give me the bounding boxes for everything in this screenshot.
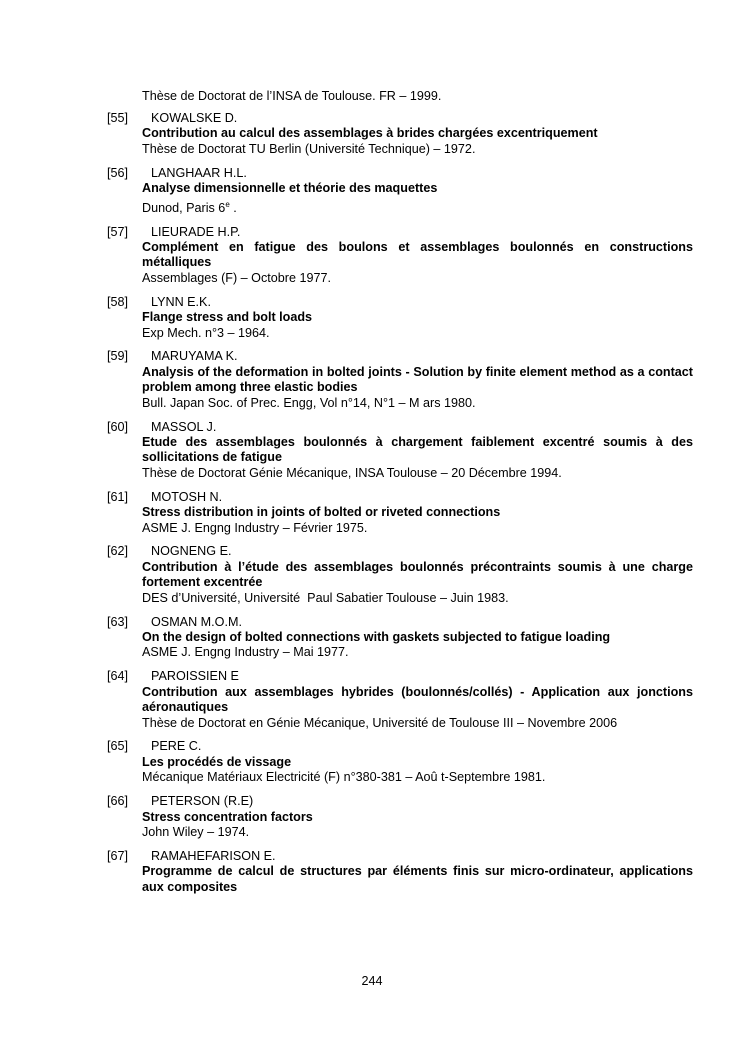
reference-number: [67] <box>107 848 129 863</box>
reference-entry <box>107 111 693 157</box>
reference-number: [59] <box>107 349 129 364</box>
reference-number: [55] <box>107 111 129 125</box>
reference-title: Flange stress and bolt loads <box>142 310 313 325</box>
reference-title: Analyse dimensionnelle et théorie des maquettes <box>142 181 438 196</box>
publication-tail: . <box>229 200 237 215</box>
reference-entry <box>107 225 693 287</box>
reference-publication: DES d’Université, Université Paul Sabatier Toulouse – Juin 1983. <box>142 590 509 605</box>
reference-author: OSMAN M.O.M. <box>151 614 242 629</box>
reference-publication: ASME J. Engng Industry – Février 1975. <box>142 520 368 535</box>
reference-entry <box>107 615 693 661</box>
reference-number: [61] <box>107 489 129 504</box>
reference-author: LANGHAAR H.L. <box>151 165 247 180</box>
reference-author: PETERSON (R.E) <box>151 794 254 809</box>
reference-publication: ASME J. Engng Industry – Mai 1977. <box>142 645 349 660</box>
reference-author: PAROISSIEN E <box>151 669 239 684</box>
reference-publication <box>142 197 693 217</box>
reference-author: MOTOSH N. <box>151 489 223 504</box>
reference-author: RAMAHEFARISON E. <box>151 848 276 863</box>
reference-entry <box>107 794 693 840</box>
reference-title: On the design of bolted connections with gaskets subjected to fatigue loading <box>142 629 611 644</box>
reference-number: [58] <box>107 294 129 309</box>
reference-entry <box>107 349 693 411</box>
reference-author: LYNN E.K. <box>151 294 211 309</box>
reference-publication: Thèse de Doctorat Génie Mécanique, INSA Toulouse – 20 Décembre 1994. <box>142 465 562 480</box>
reference-title: Contribution au calcul des assemblages à brides chargées excentriquement <box>142 126 598 141</box>
reference-number: [66] <box>107 794 129 809</box>
reference-entry <box>107 669 693 731</box>
publication-superscript: e <box>225 199 230 209</box>
reference-title: Etude des assemblages boulonnés à chargement faiblement excentré soumis à des sollicitations de fatigue <box>142 435 693 465</box>
reference-publication: Thèse de Doctorat TU Berlin (Université Technique) – 1972. <box>142 141 476 156</box>
reference-number: [63] <box>107 614 129 629</box>
reference-list <box>107 111 693 904</box>
reference-number: [56] <box>107 165 129 180</box>
reference-number: [62] <box>107 544 129 559</box>
reference-title: Stress concentration factors <box>142 809 313 824</box>
reference-author: KOWALSKE D. <box>151 111 238 125</box>
reference-title: Stress distribution in joints of bolted or riveted connections <box>142 505 501 520</box>
page-number: 244 <box>361 974 383 988</box>
reference-author: NOGNENG E. <box>151 544 232 559</box>
reference-title: Contribution aux assemblages hybrides (boulonnés/collés) - Application aux jonctions aéronautiques <box>142 684 693 715</box>
reference-number: [57] <box>107 224 129 239</box>
reference-entry <box>107 166 693 216</box>
reference-entry <box>107 420 693 482</box>
reference-entry <box>107 295 693 341</box>
reference-number: [60] <box>107 419 129 434</box>
reference-entry <box>107 544 693 606</box>
reference-number: [64] <box>107 669 129 684</box>
reference-number: [65] <box>107 739 129 754</box>
reference-publication: Thèse de Doctorat en Génie Mécanique, Université de Toulouse III – Novembre 2006 <box>142 715 618 730</box>
reference-publication: Bull. Japan Soc. of Prec. Engg, Vol n°14, N°1 – M ars 1980. <box>142 395 476 410</box>
reference-entry <box>107 739 693 785</box>
reference-author: MASSOL J. <box>151 419 217 434</box>
reference-title: Programme de calcul de structures par éléments finis sur micro-ordinateur, applications aux composites <box>142 864 693 894</box>
reference-publication: Mécanique Matériaux Electricité (F) n°380-381 – Aoû t-Septembre 1981. <box>142 770 546 785</box>
publication-text: Dunod, Paris 6 <box>142 200 226 215</box>
reference-entry <box>107 849 693 895</box>
reference-entry <box>107 490 693 536</box>
reference-author: PERE C. <box>151 739 202 754</box>
reference-publication: Exp Mech. n°3 – 1964. <box>142 325 270 340</box>
reference-title: Les procédés de vissage <box>142 754 292 769</box>
reference-publication: Assemblages (F) – Octobre 1977. <box>142 270 331 285</box>
reference-author: LIEURADE H.P. <box>151 224 241 239</box>
reference-title: Contribution à l’étude des assemblages boulonnés précontraints soumis à une charge fortement excentrée <box>142 559 693 590</box>
reference-author: MARUYAMA K. <box>151 349 238 364</box>
reference-title: Complément en fatigue des boulons et assemblages boulonnés en constructions métalliques <box>142 240 693 270</box>
reference-continuation: Thèse de Doctorat de l’INSA de Toulouse. FR – 1999. <box>142 89 442 103</box>
reference-title: Analysis of the deformation in bolted joints - Solution by finite element method as a contact problem among three elastic bodies <box>142 364 693 395</box>
reference-publication: John Wiley – 1974. <box>142 824 250 839</box>
